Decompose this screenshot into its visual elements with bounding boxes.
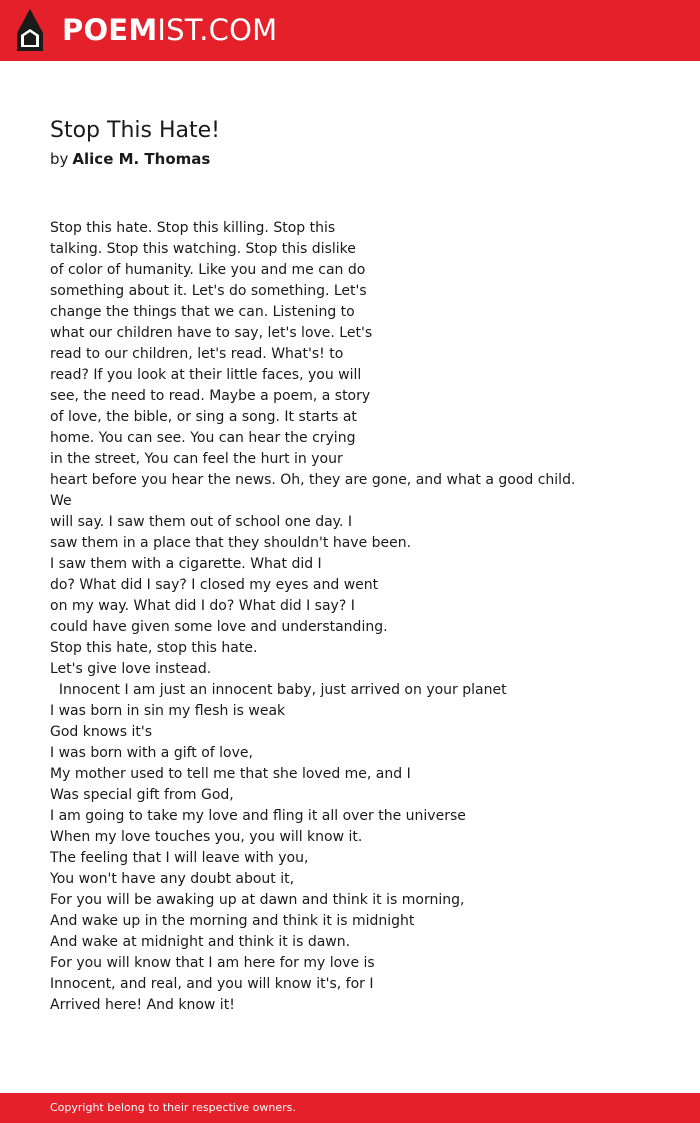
poem-body — [50, 218, 670, 1016]
poem-line: I was born with a gift of love, — [50, 745, 253, 761]
poem-line: And wake up in the morning and think it is midnight — [50, 913, 415, 929]
brand-bold: POEM — [62, 13, 158, 47]
poem-line: Stop this hate, stop this hate. — [50, 640, 258, 656]
poem-line: Let's give love instead. — [50, 661, 212, 677]
poem-line: The feeling that I will leave with you, — [50, 850, 309, 866]
poem-line: Innocent I am just an innocent baby, just arrived on your planet — [50, 682, 507, 698]
byline — [50, 148, 210, 170]
by-label: by — [50, 150, 69, 168]
poem-line: talking. Stop this watching. Stop this dislike — [50, 241, 356, 257]
poem-line: see, the need to read. Maybe a poem, a story — [50, 388, 371, 404]
poem-line: of love, the bible, or sing a song. It starts at — [50, 409, 357, 425]
poem-line: Innocent, and real, and you will know it's, for I — [50, 976, 374, 992]
poem-line: something about it. Let's do something. Let's — [50, 283, 367, 299]
poem-line: For you will be awaking up at dawn and think it is morning, — [50, 892, 465, 908]
copyright-notice: Copyright belong to their respective owners. — [50, 1101, 296, 1114]
poem-line: I was born in sin my flesh is weak — [50, 703, 286, 719]
poem-line: of color of humanity. Like you and me can do — [50, 262, 366, 278]
poem-line: Arrived here! And know it! — [50, 997, 235, 1013]
poem-line: Stop this hate. Stop this killing. Stop this — [50, 220, 336, 236]
poem-line: For you will know that I am here for my love is — [50, 955, 375, 971]
poem-line: home. You can see. You can hear the crying — [50, 430, 356, 446]
author-name: Alice M. Thomas — [72, 150, 211, 168]
site-footer — [0, 1093, 700, 1123]
poem-line: do? What did I say? I closed my eyes and went — [50, 577, 379, 593]
poem-line: read to our children, let's read. What's! to — [50, 346, 344, 362]
poem-line: We — [50, 493, 72, 509]
poem-line: And wake at midnight and think it is dawn. — [50, 934, 351, 950]
poem-line: God knows it's — [50, 724, 153, 740]
poem-line: saw them in a place that they shouldn't have been. — [50, 535, 412, 551]
poem-line: read? If you look at their little faces, you will — [50, 367, 362, 383]
site-header — [0, 0, 700, 61]
poem-line: will say. I saw them out of school one day. I — [50, 514, 352, 530]
pencil-icon[interactable] — [17, 9, 43, 51]
poem-line: on my way. What did I do? What did I say? I — [50, 598, 355, 614]
poem-line: could have given some love and understanding. — [50, 619, 388, 635]
brand-light: IST.COM — [157, 13, 278, 47]
poem-line: in the street, You can feel the hurt in your — [50, 451, 343, 467]
poem-line: I am going to take my love and fling it all over the universe — [50, 808, 466, 824]
site-logo-text[interactable] — [62, 11, 277, 49]
poem-line: You won't have any doubt about it, — [50, 871, 295, 887]
poem-title: Stop This Hate! — [50, 118, 220, 143]
poem-line: I saw them with a cigarette. What did I — [50, 556, 322, 572]
poem-line: change the things that we can. Listening to — [50, 304, 355, 320]
poem-line: Was special gift from God, — [50, 787, 234, 803]
poem-line: what our children have to say, let's love. Let's — [50, 325, 373, 341]
poem-line: heart before you hear the news. Oh, they are gone, and what a good child. — [50, 472, 576, 488]
poem-line: When my love touches you, you will know it. — [50, 829, 363, 845]
poem-line: My mother used to tell me that she loved me, and I — [50, 766, 411, 782]
